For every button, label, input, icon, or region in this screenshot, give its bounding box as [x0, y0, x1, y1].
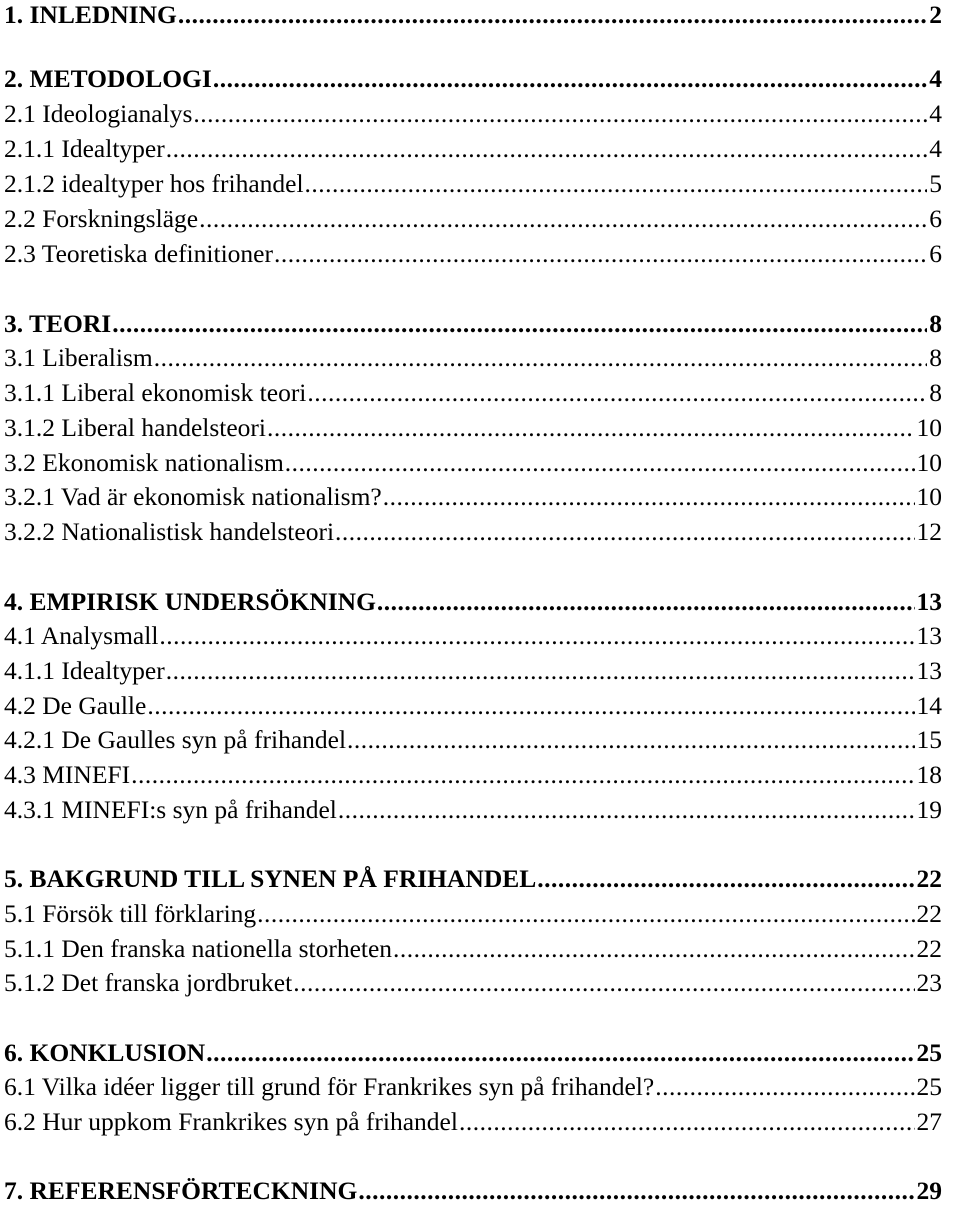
- toc-entry-title: 6.1 Vilka idéer ligger till grund för Frankrikes syn på frihandel?: [4, 1072, 655, 1101]
- toc-entry-title: 2.3 Teoretiska definitioner: [4, 239, 273, 268]
- toc-entry-page: 4: [929, 64, 942, 93]
- toc-entry[interactable]: [4, 621, 942, 651]
- toc-entry[interactable]: [4, 378, 942, 408]
- toc-entry-title: 2.1.2 idealtyper hos frihandel: [4, 169, 304, 198]
- toc-entry-title: 3.2.1 Vad är ekonomisk nationalism?: [4, 482, 382, 511]
- toc-entry[interactable]: [4, 1072, 942, 1102]
- toc-entry[interactable]: [4, 134, 942, 164]
- toc-dot-leader: [393, 934, 914, 964]
- toc-dot-leader: [131, 760, 914, 790]
- toc-dot-leader: [305, 169, 928, 199]
- toc-entry[interactable]: [4, 587, 942, 617]
- toc-entry-page: 13: [916, 587, 942, 616]
- toc-entry-page: 4: [929, 99, 942, 128]
- toc-entry-page: 14: [916, 691, 942, 720]
- toc-entry-title: 3. TEORI: [4, 309, 112, 338]
- toc-dot-leader: [274, 239, 927, 269]
- toc-entry-page: 25: [916, 1038, 942, 1067]
- toc-entry-page: 6: [929, 204, 942, 233]
- toc-entry-page: 25: [916, 1072, 942, 1101]
- toc-entry-title: 4.2 De Gaulle: [4, 691, 147, 720]
- toc-entry[interactable]: [4, 239, 942, 269]
- toc-entry[interactable]: [4, 309, 942, 339]
- toc-entry[interactable]: [4, 1107, 942, 1137]
- toc-dot-leader: [383, 482, 915, 512]
- toc-dot-leader: [199, 204, 927, 234]
- toc-entry-title: 2.1.1 Idealtyper: [4, 134, 165, 163]
- toc-entry[interactable]: [4, 725, 942, 755]
- toc-entry-page: 4: [929, 134, 942, 163]
- toc-entry-title: 3.2 Ekonomisk nationalism: [4, 448, 284, 477]
- toc-entry-title: 2.1 Ideologianalys: [4, 99, 193, 128]
- toc-entry-page: 8: [929, 343, 942, 372]
- toc-dot-leader: [459, 1107, 915, 1137]
- toc-dot-leader: [166, 656, 915, 686]
- toc-entry-title: 4. EMPIRISK UNDERSÖKNING: [4, 587, 376, 616]
- toc-entry-page: 8: [929, 378, 942, 407]
- toc-dot-leader: [154, 343, 928, 373]
- toc-entry-page: 27: [916, 1107, 942, 1136]
- toc-entry-title: 4.3.1 MINEFI:s syn på frihandel: [4, 795, 337, 824]
- toc-dot-leader: [307, 378, 927, 408]
- toc-entry-page: 10: [916, 448, 942, 477]
- toc-dot-leader: [206, 1038, 914, 1068]
- toc-entry-title: 5.1.1 Den franska nationella storheten: [4, 934, 393, 963]
- toc-entry-page: 15: [916, 725, 942, 754]
- toc-entry-page: 5: [929, 169, 942, 198]
- toc-entry-page: 13: [916, 656, 942, 685]
- toc-entry[interactable]: [4, 934, 942, 964]
- toc-dot-leader: [257, 899, 914, 929]
- toc-entry-page: 19: [916, 795, 942, 824]
- toc-entry-title: 3.1 Liberalism: [4, 343, 153, 372]
- toc-entry[interactable]: [4, 99, 942, 129]
- toc-entry[interactable]: [4, 0, 942, 30]
- toc-entry-title: 6.2 Hur uppkom Frankrikes syn på frihandel: [4, 1107, 458, 1136]
- toc-entry[interactable]: [4, 482, 942, 512]
- toc-entry-page: 22: [916, 899, 942, 928]
- toc-entry-page: 12: [916, 517, 942, 546]
- toc-entry-title: 4.1 Analysmall: [4, 621, 159, 650]
- toc-entry-title: 6. KONKLUSION: [4, 1038, 206, 1067]
- toc-entry-title: 4.2.1 De Gaulles syn på frihandel: [4, 725, 347, 754]
- toc-dot-leader: [178, 0, 927, 30]
- toc-dot-leader: [147, 691, 914, 721]
- toc-entry-page: 22: [916, 864, 942, 893]
- toc-dot-leader: [166, 134, 928, 164]
- toc-entry[interactable]: [4, 795, 942, 825]
- toc-entry-page: 22: [916, 934, 942, 963]
- toc-entry-page: 2: [929, 0, 942, 29]
- toc-entry-page: 29: [916, 1176, 942, 1205]
- toc-entry-title: 7. REFERENSFÖRTECKNING: [4, 1176, 358, 1205]
- toc-entry[interactable]: [4, 169, 942, 199]
- toc-entry-page: 10: [916, 482, 942, 511]
- toc-dot-leader: [537, 864, 914, 894]
- toc-dot-leader: [213, 64, 927, 94]
- toc-dot-leader: [377, 587, 915, 617]
- toc-entry[interactable]: [4, 1176, 942, 1206]
- toc-entry[interactable]: [4, 864, 942, 894]
- toc-entry[interactable]: [4, 448, 942, 478]
- toc-entry-title: 5.1 Försök till förklaring: [4, 899, 257, 928]
- toc-entry[interactable]: [4, 64, 942, 94]
- toc-dot-leader: [335, 517, 914, 547]
- toc-entry-page: 10: [916, 413, 942, 442]
- toc-entry-page: 8: [929, 309, 942, 338]
- toc-entry-title: 4.1.1 Idealtyper: [4, 656, 165, 685]
- toc-entry-title: 5. BAKGRUND TILL SYNEN PÅ FRIHANDEL: [4, 864, 537, 893]
- toc-entry-title: 4.3 MINEFI: [4, 760, 131, 789]
- toc-entry[interactable]: [4, 968, 942, 998]
- toc-dot-leader: [267, 413, 915, 443]
- toc-entry-page: 6: [929, 239, 942, 268]
- toc-entry[interactable]: [4, 691, 942, 721]
- toc-entry[interactable]: [4, 656, 942, 686]
- toc-entry[interactable]: [4, 204, 942, 234]
- toc-entry-page: 13: [916, 621, 942, 650]
- toc-entry-page: 18: [916, 760, 942, 789]
- toc-entry-title: 5.1.2 Det franska jordbruket: [4, 968, 293, 997]
- toc-entry[interactable]: [4, 413, 942, 443]
- toc-entry-title: 2.2 Forskningsläge: [4, 204, 199, 233]
- toc-dot-leader: [285, 448, 915, 478]
- toc-entry[interactable]: [4, 899, 942, 929]
- toc-entry-title: 1. INLEDNING: [4, 0, 177, 29]
- toc-entry[interactable]: [4, 343, 942, 373]
- toc-dot-leader: [338, 795, 915, 825]
- toc-dot-leader: [358, 1176, 914, 1206]
- toc-entry-title: 3.1.2 Liberal handelsteori: [4, 413, 266, 442]
- toc-entry[interactable]: [4, 517, 942, 547]
- toc-entry[interactable]: [4, 1038, 942, 1068]
- toc-dot-leader: [655, 1072, 914, 1102]
- toc-entry-title: 3.1.1 Liberal ekonomisk teori: [4, 378, 307, 407]
- toc-entry[interactable]: [4, 760, 942, 790]
- toc-entry-page: 23: [916, 968, 942, 997]
- toc-entry-title: 3.2.2 Nationalistisk handelsteori: [4, 517, 335, 546]
- toc-entry-title: 2. METODOLOGI: [4, 64, 212, 93]
- toc-dot-leader: [193, 99, 927, 129]
- toc-dot-leader: [347, 725, 914, 755]
- toc-dot-leader: [159, 621, 914, 651]
- toc-dot-leader: [293, 968, 914, 998]
- toc-dot-leader: [112, 309, 927, 339]
